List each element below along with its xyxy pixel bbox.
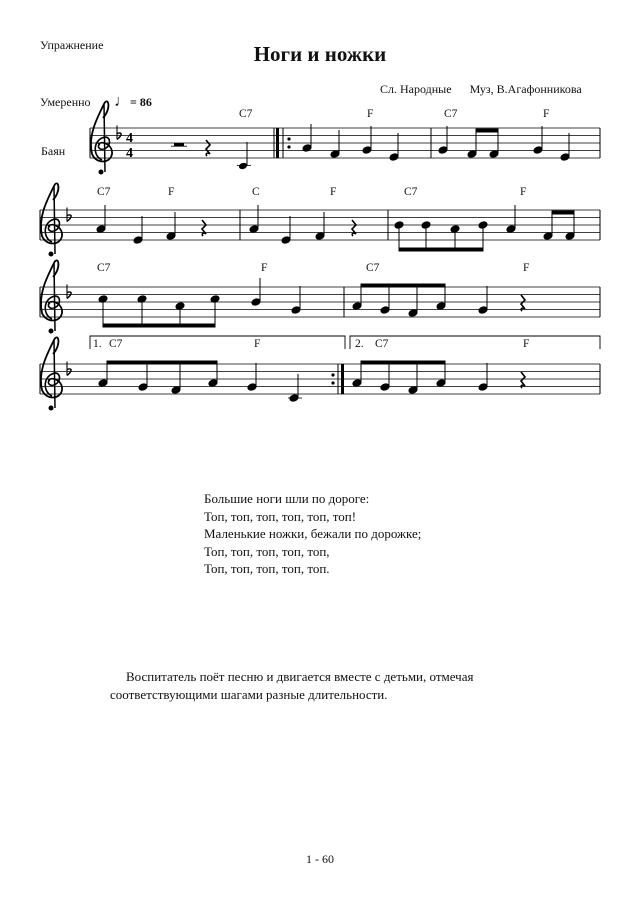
chord-symbol: C7 <box>239 108 253 120</box>
chord-symbol: F <box>261 262 268 274</box>
chord-symbol: F <box>367 108 374 120</box>
staff-row-1 <box>90 128 600 158</box>
svg-text:4: 4 <box>126 146 133 161</box>
chord-symbol: C7 <box>375 338 389 350</box>
tempo-word: Умеренно <box>40 95 91 109</box>
chord-symbol: F <box>543 108 550 120</box>
chord-symbol: F <box>330 186 337 198</box>
composer-credit: Муз, В.Агафонникова <box>469 82 582 96</box>
instruction-line: соответствующими шагами разные длительности. <box>110 687 388 702</box>
chord-symbol: F <box>523 262 530 274</box>
chord-symbol: F <box>168 186 175 198</box>
chord-symbol: F <box>520 186 527 198</box>
quarter-note-icon: ♩ <box>114 93 130 110</box>
lyrics-line: Большие ноги шли по дороге: <box>204 491 370 506</box>
lyricist-credit: Сл. Народные <box>380 82 452 96</box>
volta-brackets <box>90 336 600 349</box>
section-label: Упражнение <box>40 38 104 52</box>
page-number: 1 - 60 <box>306 852 334 866</box>
volta-second-ending: 2. <box>355 338 364 350</box>
chord-symbol: C7 <box>444 108 458 120</box>
lyrics-line: Топ, топ, топ, топ, топ, топ! <box>204 508 357 524</box>
lyrics-block <box>204 490 421 578</box>
instrument-label: Баян <box>41 144 66 158</box>
page-title: Ноги и ножки <box>253 42 387 66</box>
staff-row-4 <box>40 364 600 394</box>
chord-symbol: C7 <box>404 186 418 198</box>
chord-symbol: F <box>523 338 530 350</box>
lyrics-line: Топ, топ, топ, топ, топ, <box>204 543 330 559</box>
staff-row-3 <box>40 287 600 317</box>
chord-symbol: F <box>254 338 261 350</box>
svg-text:4: 4 <box>126 131 133 146</box>
chord-symbol: C7 <box>97 262 111 274</box>
instruction-line: Воспитатель поёт песню и двигается вместе с детьми, отмечая <box>126 669 474 684</box>
tempo-value: = 86 <box>130 95 152 109</box>
chord-symbol: C7 <box>109 338 123 350</box>
instruction-paragraph <box>110 668 550 704</box>
lyrics-line: Маленькие ножки, бежали по дорожке; <box>204 526 422 541</box>
chord-symbol: C7 <box>97 186 111 198</box>
chord-symbol: C7 <box>366 262 380 274</box>
chord-symbol: C <box>252 186 260 198</box>
lyrics-line: Топ, топ, топ, топ, топ. <box>204 561 330 576</box>
volta-first-ending: 1. <box>93 338 102 350</box>
